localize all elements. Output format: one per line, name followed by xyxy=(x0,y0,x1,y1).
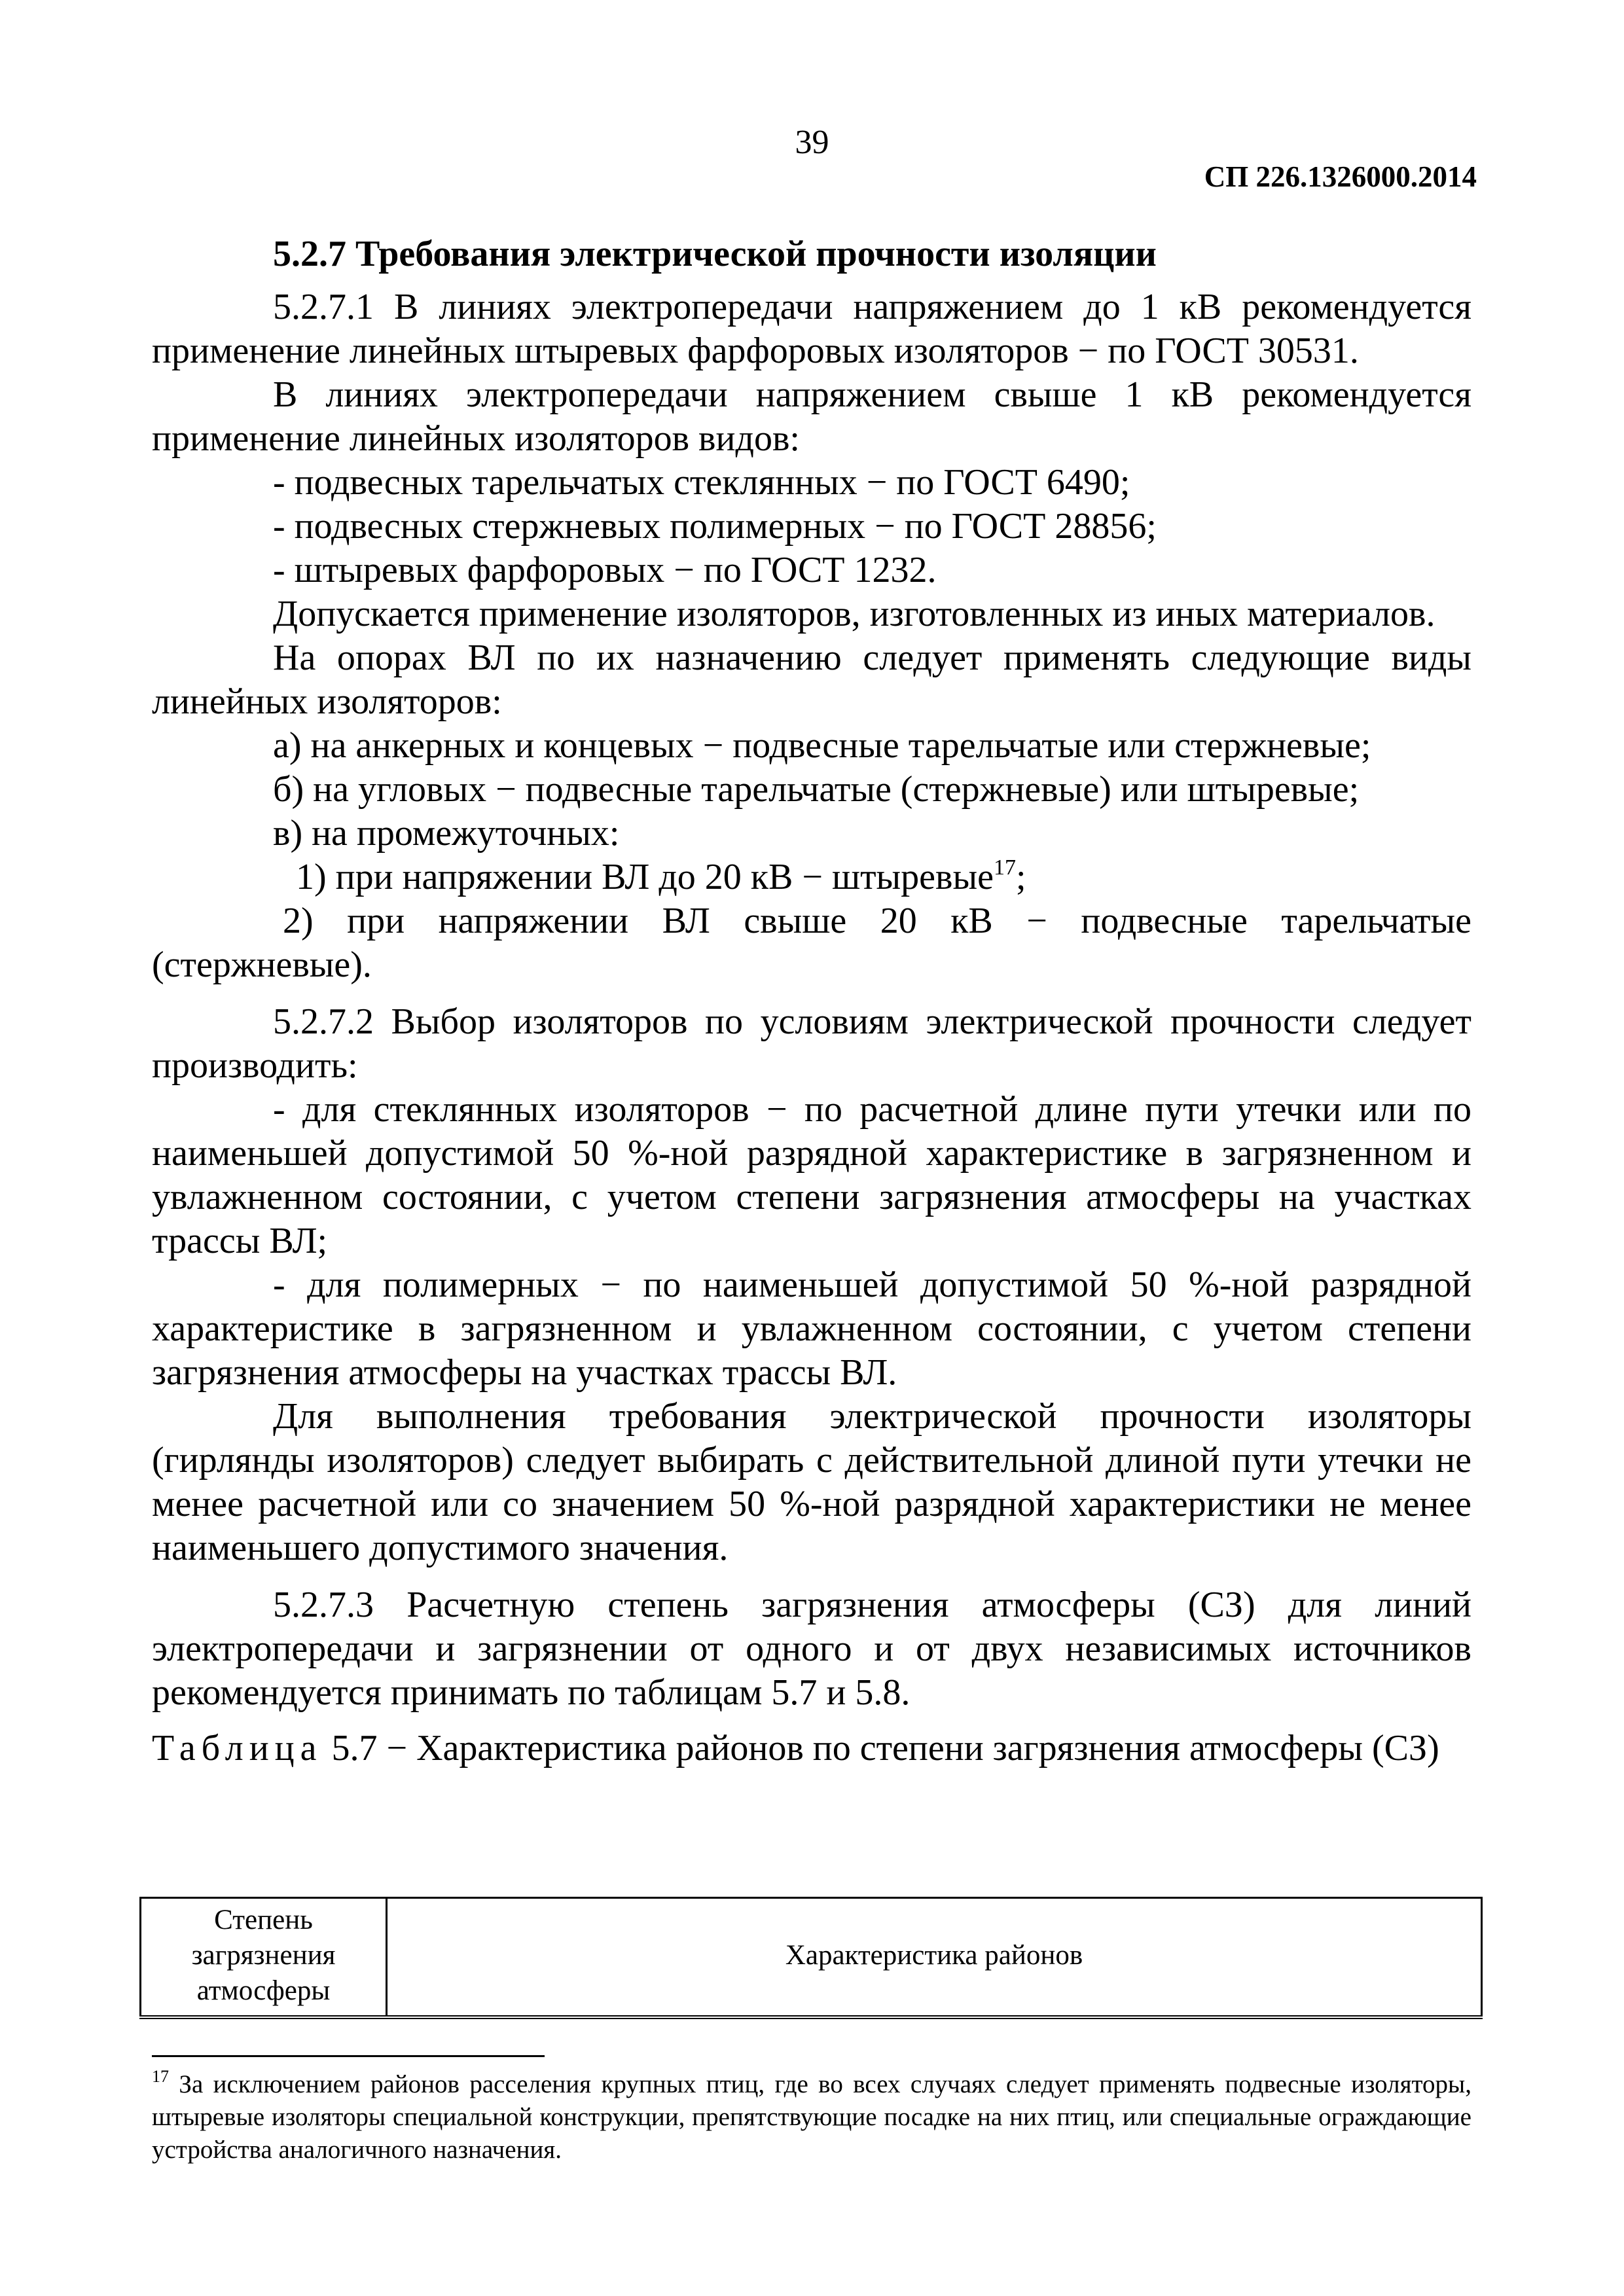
list-item: - подвесных тарельчатых стеклянных − по ГОСТ 6490; xyxy=(273,462,1130,503)
page-number: 39 xyxy=(795,124,829,161)
sub-list-item-2: 2) при напряжении ВЛ свыше 20 кВ − подвесные тарельчатые (стержневые). xyxy=(152,901,1471,985)
table-caption xyxy=(152,1727,1471,1770)
list-item: - подвесных стержневых полимерных − по ГОСТ 28856; xyxy=(273,506,1157,547)
footnote-ref: 17 xyxy=(993,855,1016,880)
table-caption-label: Таблица xyxy=(152,1728,323,1768)
table-header-district-characteristic: Характеристика районов xyxy=(387,1898,1482,2018)
list-item: б) на угловых − подвесные тарельчатые (стержневые) или штыревые; xyxy=(273,769,1360,810)
paragraph-other-materials: Допускается применение изоляторов, изготовленных из иных материалов. xyxy=(273,594,1435,634)
paragraph-polymer-insulators: - для полимерных − по наименьшей допустимой 50 %-ной разрядной характеристике в загрязненном и увлажненном состоянии, с учетом степени загрязнения атмосферы на участках трассы ВЛ. xyxy=(152,1265,1471,1393)
footnote-text: За исключением районов расселения крупных птиц, где во всех случаях следует применять подвесные изоляторы, штыревые изоляторы специальной конструкции, препятствующие посадке на них птиц, или специальные ограждающие устройства аналогичного назначения. xyxy=(152,2070,1471,2164)
paragraph-over-1kv: В линиях электропередачи напряжением свыше 1 кВ рекомендуется применение линейных изоляторов видов: xyxy=(152,374,1471,459)
table-header-pollution-degree: Степень загрязнения атмосферы xyxy=(141,1898,387,2018)
table-5-7 xyxy=(139,1897,1483,2019)
list-item: а) на анкерных и концевых − подвесные тарельчатые или стержневые; xyxy=(273,725,1371,766)
paragraph-strength-requirement: Для выполнения требования электрической прочности изоляторы (гирлянды изоляторов) следует выбирать с действительной длиной пути утечки не менее расчетной или со значением 50 %-ной разрядной характеристики не менее наименьшего допустимого значения. xyxy=(152,1396,1471,1568)
document-code: СП 226.1326000.2014 xyxy=(1204,160,1477,193)
footnote xyxy=(152,2068,1471,2166)
paragraph-insulator-types: На опорах ВЛ по их назначению следует применять следующие виды линейных изоляторов: xyxy=(152,637,1471,722)
list-item: в) на промежуточных: xyxy=(273,813,620,853)
section-heading: 5.2.7 Требования электрической прочности изоляции xyxy=(273,234,1157,274)
table-caption-text: 5.7 − Характеристика районов по степени загрязнения атмосферы (СЗ) xyxy=(322,1728,1439,1768)
paragraph-5-2-7-2: 5.2.7.2 Выбор изоляторов по условиям электрической прочности следует производить: xyxy=(152,1001,1471,1086)
footnote-number: 17 xyxy=(152,2067,169,2086)
paragraph-5-2-7-3: 5.2.7.3 Расчетную степень загрязнения атмосферы (СЗ) для линий электропередачи и загрязнении от одного и от двух независимых источников рекомендуется принимать по таблицам 5.7 и 5.8. xyxy=(152,1585,1471,1713)
footnote-separator xyxy=(152,2055,545,2057)
sub-list-item-1-text: 1) при напряжении ВЛ до 20 кВ − штыревые xyxy=(296,857,994,897)
sub-list-item-1-end: ; xyxy=(1015,857,1026,897)
paragraph-5-2-7-1: 5.2.7.1 В линиях электропередачи напряжением до 1 кВ рекомендуется применение линейных штыревых фарфоровых изоляторов − по ГОСТ 30531. xyxy=(152,287,1471,371)
sub-list-item-1 xyxy=(152,855,1471,899)
document-body xyxy=(152,232,1471,1770)
list-item: - штыревых фарфоровых − по ГОСТ 1232. xyxy=(273,550,937,590)
paragraph-glass-insulators: - для стеклянных изоляторов − по расчетной длине пути утечки или по наименьшей допустимой 50 %-ной разрядной характеристике в загрязненном и увлажненном состоянии, с учетом степени загрязнения атмосферы на участках трассы ВЛ; xyxy=(152,1089,1471,1261)
